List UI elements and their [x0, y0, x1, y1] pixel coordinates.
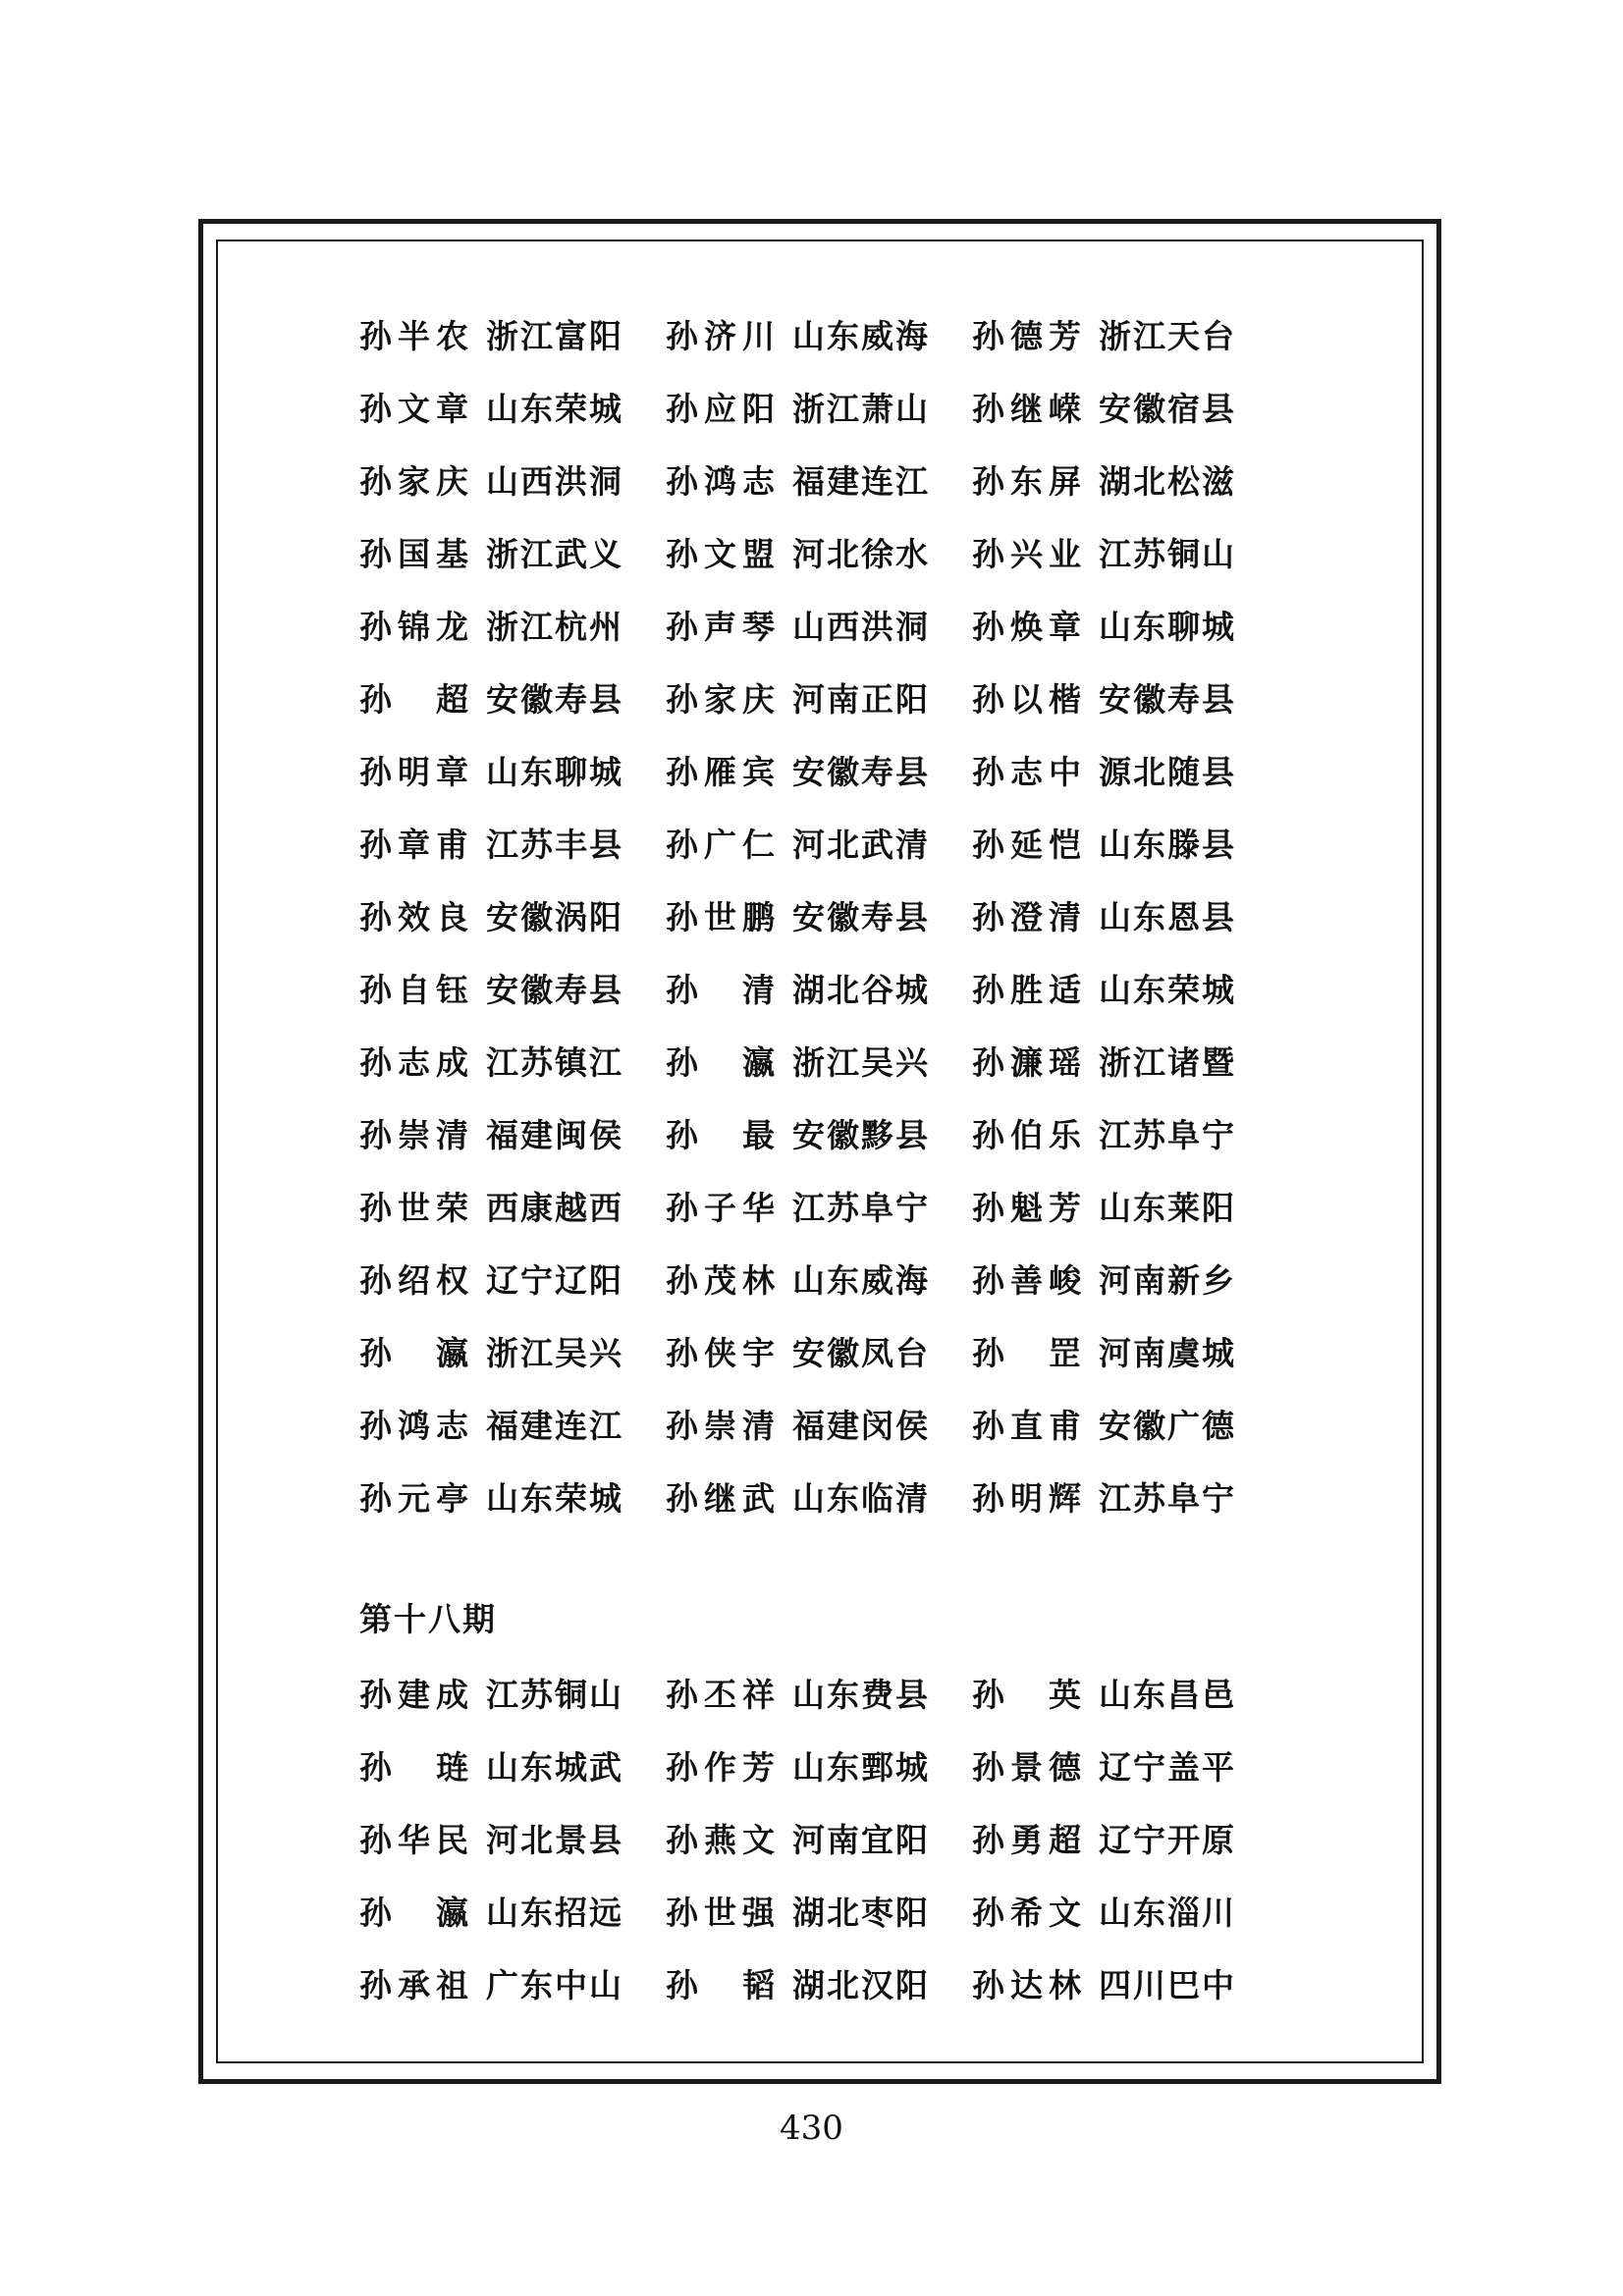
roster-row: [359, 370, 1302, 443]
hometown: 江苏阜宁: [1099, 1115, 1236, 1154]
hometown: 西康越西: [486, 1188, 623, 1227]
hometown: 福建连江: [486, 1406, 623, 1445]
hometown: 河南虞城: [1099, 1333, 1236, 1372]
roster-entry: [359, 892, 628, 938]
person-name: 孙 韬: [666, 1965, 777, 2004]
roster-entry: [666, 965, 935, 1011]
person-name: 孙鸿志: [666, 461, 777, 501]
hometown: 河北徐水: [792, 534, 930, 573]
person-name: 孙直甫: [972, 1406, 1083, 1445]
roster-entry: [972, 1742, 1241, 1789]
roster-entry: [972, 1328, 1241, 1374]
roster-entry: [359, 384, 628, 430]
person-name: 孙景德: [972, 1747, 1083, 1787]
person-name: 孙胜适: [972, 970, 1083, 1009]
person-name: 孙 琏: [359, 1747, 470, 1787]
roster-entry: [359, 1183, 628, 1229]
roster-entry: [666, 384, 935, 430]
person-name: 孙广仁: [666, 825, 777, 864]
roster-row: [359, 1024, 1302, 1096]
hometown: 山东滕县: [1099, 825, 1236, 864]
person-name: 孙世强: [666, 1893, 777, 1932]
roster-entry: [972, 1110, 1241, 1156]
hometown: 四川巴中: [1099, 1965, 1236, 2004]
hometown: 河南新乡: [1099, 1260, 1236, 1300]
hometown: 山东城武: [486, 1747, 623, 1787]
hometown: 浙江吴兴: [792, 1042, 930, 1082]
hometown: 山西洪洞: [486, 461, 623, 501]
person-name: 孙作芳: [666, 1747, 777, 1787]
roster-entry: [666, 311, 935, 357]
hometown: 山东鄄城: [792, 1747, 930, 1787]
roster-entry: [359, 1670, 628, 1716]
person-name: 孙锦龙: [359, 607, 470, 646]
person-name: 孙伯乐: [972, 1115, 1083, 1154]
person-name: 孙世鹏: [666, 897, 777, 936]
person-name: 孙继嵘: [972, 389, 1083, 428]
roster-entry: [972, 384, 1241, 430]
person-name: 孙志成: [359, 1042, 470, 1082]
hometown: 湖北松滋: [1099, 461, 1236, 501]
hometown: 安徽黟县: [792, 1115, 930, 1154]
hometown: 山东威海: [792, 1260, 930, 1300]
person-name: 孙濂瑶: [972, 1042, 1083, 1082]
person-name: 孙半农: [359, 316, 470, 355]
person-name: 孙 最: [666, 1115, 777, 1154]
roster-row: [359, 1874, 1302, 1947]
hometown: 江苏丰县: [486, 825, 623, 864]
roster-row: [359, 1656, 1302, 1729]
person-name: 孙德芳: [972, 316, 1083, 355]
roster-entry: [359, 1401, 628, 1447]
person-name: 孙家庆: [666, 679, 777, 719]
roster-row: [359, 951, 1302, 1024]
person-name: 孙崇清: [666, 1406, 777, 1445]
person-name: 孙 清: [666, 970, 777, 1009]
hometown: 浙江武义: [486, 534, 623, 573]
person-name: 孙国基: [359, 534, 470, 573]
hometown: 山东淄川: [1099, 1893, 1236, 1932]
roster-entry: [666, 1670, 935, 1716]
roster-row: [359, 588, 1302, 661]
hometown: 安徽寿县: [486, 970, 623, 1009]
hometown: 湖北枣阳: [792, 1893, 930, 1932]
roster-entry: [972, 674, 1241, 721]
person-name: 孙建成: [359, 1675, 470, 1714]
roster-entry: [666, 1038, 935, 1084]
hometown: 广东中山: [486, 1965, 623, 2004]
person-name: 孙 瀛: [359, 1893, 470, 1932]
roster-entry: [972, 311, 1241, 357]
section-title: 第十八期: [359, 1600, 497, 1638]
hometown: 河南宜阳: [792, 1820, 930, 1859]
hometown: 浙江诸暨: [1099, 1042, 1236, 1082]
person-name: 孙崇清: [359, 1115, 470, 1154]
hometown: 山西洪洞: [792, 607, 930, 646]
roster-row: [359, 1242, 1302, 1314]
hometown: 山东荣城: [486, 389, 623, 428]
hometown: 江苏铜山: [1099, 534, 1236, 573]
person-name: 孙 超: [359, 679, 470, 719]
person-name: 孙自钰: [359, 970, 470, 1009]
hometown: 山东荣城: [1099, 970, 1236, 1009]
hometown: 山东临清: [792, 1478, 930, 1518]
roster-entry: [359, 1815, 628, 1861]
hometown: 安徽广德: [1099, 1406, 1236, 1445]
hometown: 辽宁辽阳: [486, 1260, 623, 1300]
page-number: 430: [780, 2109, 843, 2148]
hometown: 山东聊城: [1099, 607, 1236, 646]
hometown: 福建连江: [792, 461, 930, 501]
roster-entry: [972, 1401, 1241, 1447]
roster-row: [359, 1729, 1302, 1801]
roster-entry: [972, 965, 1241, 1011]
roster-row: [359, 806, 1302, 879]
hometown: 安徽寿县: [1099, 679, 1236, 719]
person-name: 孙侠宇: [666, 1333, 777, 1372]
person-name: 孙兴业: [972, 534, 1083, 573]
person-name: 孙善峻: [972, 1260, 1083, 1300]
hometown: 浙江吴兴: [486, 1333, 623, 1372]
person-name: 孙元亭: [359, 1478, 470, 1518]
roster-entry: [972, 820, 1241, 866]
hometown: 浙江杭州: [486, 607, 623, 646]
roster-entry: [972, 1473, 1241, 1520]
roster-row: [359, 661, 1302, 733]
hometown: 浙江富阳: [486, 316, 623, 355]
hometown: 浙江萧山: [792, 389, 930, 428]
roster-entry: [666, 1401, 935, 1447]
roster-entry: [359, 1888, 628, 1934]
roster-entry: [972, 1960, 1241, 2006]
roster-row: [359, 1096, 1302, 1169]
person-name: 孙明章: [359, 752, 470, 791]
roster-entry: [359, 1255, 628, 1302]
person-name: 孙绍权: [359, 1260, 470, 1300]
roster-entry: [972, 1038, 1241, 1084]
roster-content: [359, 297, 1302, 2019]
roster-entry: [359, 311, 628, 357]
hometown: 河南正阳: [792, 679, 930, 719]
person-name: 孙雁宾: [666, 752, 777, 791]
person-name: 孙声琴: [666, 607, 777, 646]
person-name: 孙文盟: [666, 534, 777, 573]
roster-entry: [972, 747, 1241, 793]
hometown: 江苏阜宁: [792, 1188, 930, 1227]
roster-row: [359, 1947, 1302, 2019]
roster-entry: [972, 1670, 1241, 1716]
roster-entry: [359, 456, 628, 503]
roster-entry: [972, 1183, 1241, 1229]
hometown: 安徽宿县: [1099, 389, 1236, 428]
person-name: 孙志中: [972, 752, 1083, 791]
person-name: 孙世荣: [359, 1188, 470, 1227]
roster-section-2: [359, 1656, 1302, 2019]
roster-entry: [666, 1255, 935, 1302]
person-name: 孙明辉: [972, 1478, 1083, 1518]
section-gap: [359, 1532, 1302, 1583]
roster-entry: [972, 1255, 1241, 1302]
person-name: 孙勇超: [972, 1820, 1083, 1859]
roster-row: [359, 879, 1302, 951]
hometown: 福建闵侯: [792, 1406, 930, 1445]
roster-row: [359, 297, 1302, 370]
person-name: 孙效良: [359, 897, 470, 936]
roster-entry: [359, 1473, 628, 1520]
hometown: 安徽寿县: [792, 752, 930, 791]
roster-entry: [666, 674, 935, 721]
roster-entry: [359, 674, 628, 721]
person-name: 孙承祖: [359, 1965, 470, 2004]
roster-entry: [972, 1888, 1241, 1934]
roster-row: [359, 1314, 1302, 1387]
hometown: 福建闽侯: [486, 1115, 623, 1154]
roster-entry: [359, 1110, 628, 1156]
person-name: 孙文章: [359, 389, 470, 428]
roster-entry: [666, 1888, 935, 1934]
roster-entry: [359, 529, 628, 575]
hometown: 辽宁盖平: [1099, 1747, 1236, 1787]
roster-section-1: [359, 297, 1302, 1532]
person-name: 孙鸿志: [359, 1406, 470, 1445]
roster-entry: [972, 1815, 1241, 1861]
person-name: 孙茂林: [666, 1260, 777, 1300]
roster-entry: [666, 1328, 935, 1374]
hometown: 浙江天台: [1099, 316, 1236, 355]
roster-entry: [972, 529, 1241, 575]
roster-row: [359, 1387, 1302, 1460]
hometown: 湖北汉阳: [792, 1965, 930, 2004]
person-name: 孙东屏: [972, 461, 1083, 501]
hometown: 安徽寿县: [486, 679, 623, 719]
roster-entry: [359, 747, 628, 793]
person-name: 孙希文: [972, 1893, 1083, 1932]
person-name: 孙以楷: [972, 679, 1083, 719]
hometown: 江苏阜宁: [1099, 1478, 1236, 1518]
roster-entry: [666, 1815, 935, 1861]
person-name: 孙丕祥: [666, 1675, 777, 1714]
hometown: 辽宁开原: [1099, 1820, 1236, 1859]
roster-entry: [359, 820, 628, 866]
person-name: 孙澄清: [972, 897, 1083, 936]
roster-entry: [359, 1328, 628, 1374]
roster-entry: [666, 1473, 935, 1520]
roster-entry: [359, 1742, 628, 1789]
roster-entry: [666, 1742, 935, 1789]
roster-row: [359, 515, 1302, 588]
person-name: 孙继武: [666, 1478, 777, 1518]
hometown: 河北景县: [486, 1820, 623, 1859]
person-name: 孙焕章: [972, 607, 1083, 646]
person-name: 孙章甫: [359, 825, 470, 864]
person-name: 孙 英: [972, 1675, 1083, 1714]
roster-entry: [666, 456, 935, 503]
hometown: 安徽涡阳: [486, 897, 623, 936]
roster-entry: [666, 747, 935, 793]
roster-entry: [666, 602, 935, 648]
person-name: 孙 瀛: [666, 1042, 777, 1082]
hometown: 山东荣城: [486, 1478, 623, 1518]
hometown: 山东昌邑: [1099, 1675, 1236, 1714]
person-name: 孙延恺: [972, 825, 1083, 864]
person-name: 孙子华: [666, 1188, 777, 1227]
roster-entry: [972, 456, 1241, 503]
roster-row: [359, 1801, 1302, 1874]
hometown: 山东招远: [486, 1893, 623, 1932]
roster-row: [359, 1460, 1302, 1532]
roster-row: [359, 1169, 1302, 1242]
roster-row: [359, 733, 1302, 806]
person-name: 孙济川: [666, 316, 777, 355]
hometown: 湖北谷城: [792, 970, 930, 1009]
hometown: 山东恩县: [1099, 897, 1236, 936]
roster-entry: [666, 529, 935, 575]
hometown: 河北武清: [792, 825, 930, 864]
roster-entry: [666, 1960, 935, 2006]
person-name: 孙华民: [359, 1820, 470, 1859]
hometown: 源北随县: [1099, 752, 1236, 791]
roster-entry: [359, 602, 628, 648]
person-name: 孙应阳: [666, 389, 777, 428]
person-name: 孙魁芳: [972, 1188, 1083, 1227]
hometown: 江苏铜山: [486, 1675, 623, 1714]
roster-entry: [359, 1038, 628, 1084]
hometown: 山东费县: [792, 1675, 930, 1714]
person-name: 孙 瀛: [359, 1333, 470, 1372]
person-name: 孙达林: [972, 1965, 1083, 2004]
person-name: 孙 罡: [972, 1333, 1083, 1372]
roster-entry: [359, 1960, 628, 2006]
roster-entry: [972, 892, 1241, 938]
roster-row: [359, 443, 1302, 515]
roster-entry: [359, 965, 628, 1011]
hometown: 山东威海: [792, 316, 930, 355]
hometown: 山东莱阳: [1099, 1188, 1236, 1227]
hometown: 江苏镇江: [486, 1042, 623, 1082]
hometown: 安徽凤台: [792, 1333, 930, 1372]
person-name: 孙家庆: [359, 461, 470, 501]
roster-entry: [666, 892, 935, 938]
hometown: 安徽寿县: [792, 897, 930, 936]
roster-entry: [666, 1183, 935, 1229]
hometown: 山东聊城: [486, 752, 623, 791]
person-name: 孙燕文: [666, 1820, 777, 1859]
roster-entry: [972, 602, 1241, 648]
roster-entry: [666, 820, 935, 866]
roster-entry: [666, 1110, 935, 1156]
